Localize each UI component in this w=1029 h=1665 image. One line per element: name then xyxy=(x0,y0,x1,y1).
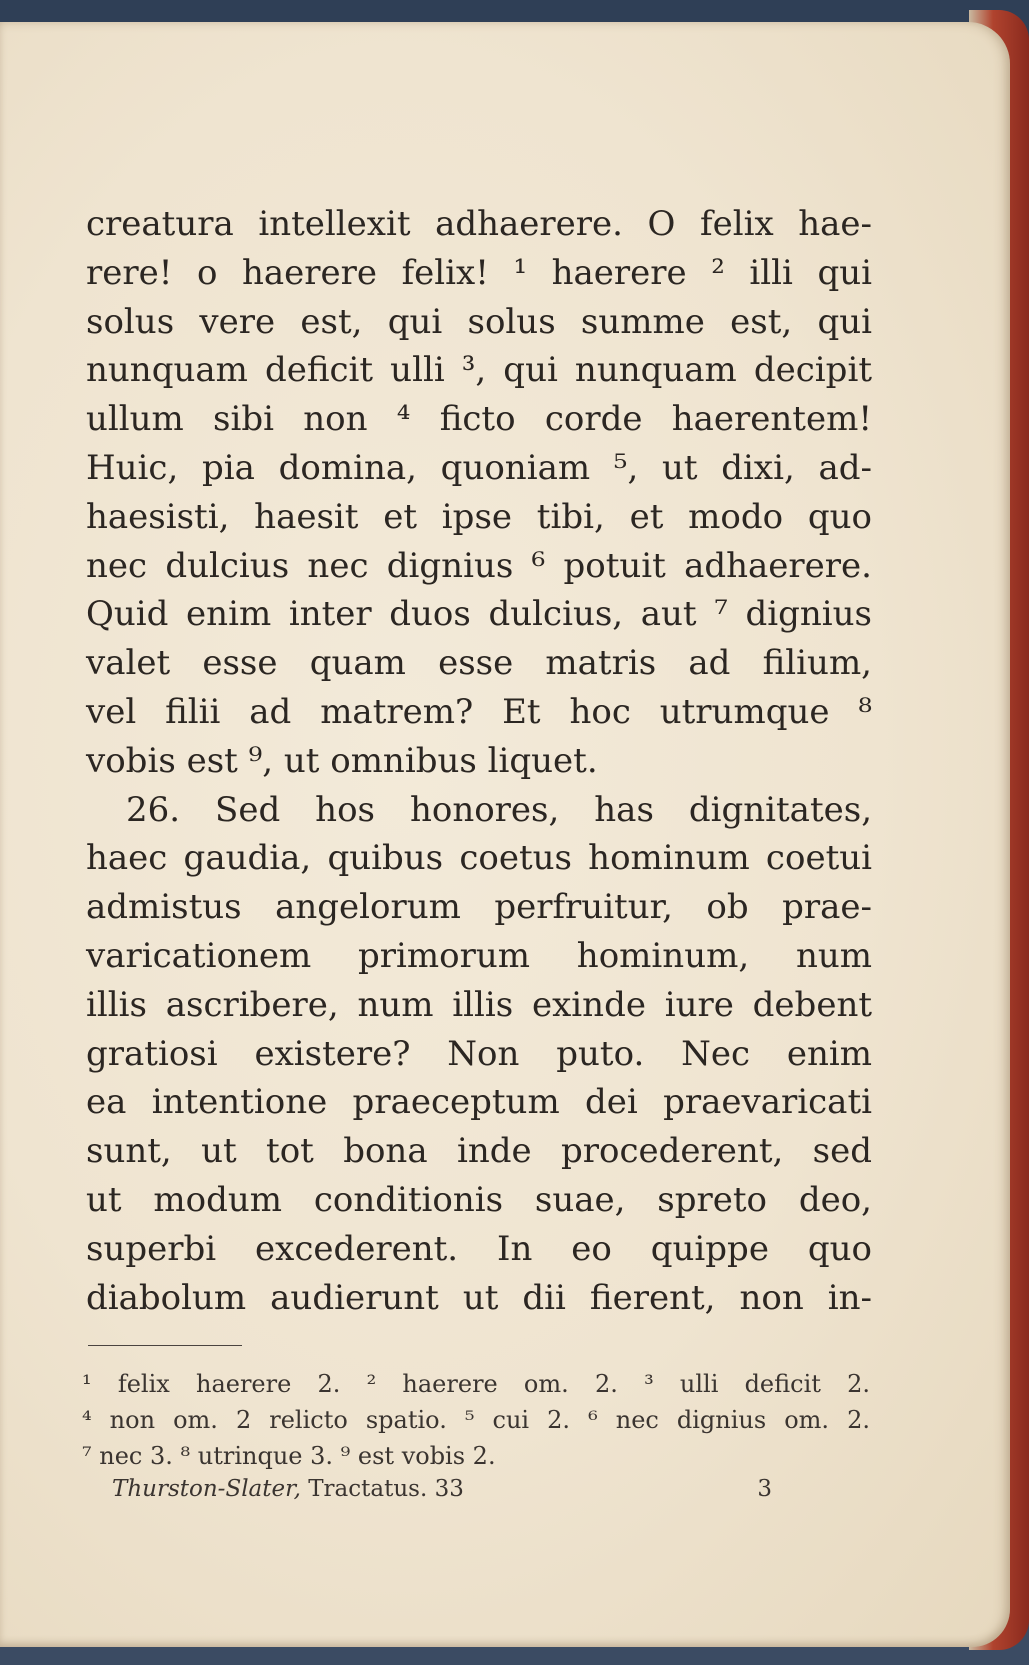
signature-author: Thurston-Slater, xyxy=(112,1476,301,1502)
footnote-line: ⁴ non om. 2 relicto spatio. ⁵ cui 2. ⁶ nec dignius om. 2. xyxy=(82,1406,870,1434)
text-line: vobis est ⁹, ut omnibus liquet. xyxy=(86,740,598,781)
book-page xyxy=(0,22,1010,1647)
body-text xyxy=(86,200,872,1322)
text-line: ullum sibi non ⁴ ficto corde haerentem! xyxy=(86,399,872,440)
text-line: nunquam deficit ulli ³, qui nunquam decipit xyxy=(86,350,872,391)
paragraph-start-line: 26. Sed hos honores, has dignitates, xyxy=(126,789,872,830)
text-line: vel filii ad matrem? Et hoc utrumque ⁸ xyxy=(86,691,872,732)
text-line: haesisti, haesit et ipse tibi, et modo quo xyxy=(86,496,872,537)
footnotes xyxy=(82,1366,870,1474)
text-line: nec dulcius nec dignius ⁶ potuit adhaerere. xyxy=(86,545,872,586)
text-line: diabolum audierunt ut dii fierent, non in- xyxy=(86,1277,872,1318)
text-line: creatura intellexit adhaerere. O felix hae- xyxy=(86,204,872,244)
text-line: Quid enim inter duos dulcius, aut ⁷ dignius xyxy=(86,594,872,635)
signature-number: 33 xyxy=(434,1476,464,1502)
text-line: sunt, ut tot bona inde procederent, sed xyxy=(86,1131,872,1172)
text-line: solus vere est, qui solus summe est, qui xyxy=(86,301,872,342)
signature-title: Tractatus. xyxy=(308,1476,428,1502)
text-line: admistus angelorum perfruitur, ob prae- xyxy=(86,887,872,928)
text-line: Huic, pia domina, quoniam ⁵, ut dixi, ad- xyxy=(86,447,872,488)
text-line: ea intentione praeceptum dei praevaricati xyxy=(86,1082,872,1123)
text-line: gratiosi existere? Non puto. Nec enim xyxy=(86,1033,872,1074)
text-line: rere! o haerere felix! ¹ haerere ² illi qui xyxy=(86,252,872,293)
text-line: haec gaudia, quibus coetus hominum coetui xyxy=(86,838,872,879)
footnote-line: ⁷ nec 3. ⁸ utrinque 3. ⁹ est vobis 2. xyxy=(82,1442,496,1470)
text-line: ut modum conditionis suae, spreto deo, xyxy=(86,1179,872,1220)
signature-mark: 3 xyxy=(757,1476,772,1502)
text-line: valet esse quam esse matris ad filium, xyxy=(86,643,872,684)
text-line: varicationem primorum hominum, num xyxy=(86,935,872,976)
footnote-divider xyxy=(88,1345,242,1346)
text-line: superbi excederent. In eo quippe quo xyxy=(86,1228,872,1269)
text-line: illis ascribere, num illis exinde iure debent xyxy=(86,984,872,1025)
footnote-line: ¹ felix haerere 2. ² haerere om. 2. ³ ulli deficit 2. xyxy=(82,1370,870,1398)
printer-signature-line xyxy=(112,1476,772,1502)
